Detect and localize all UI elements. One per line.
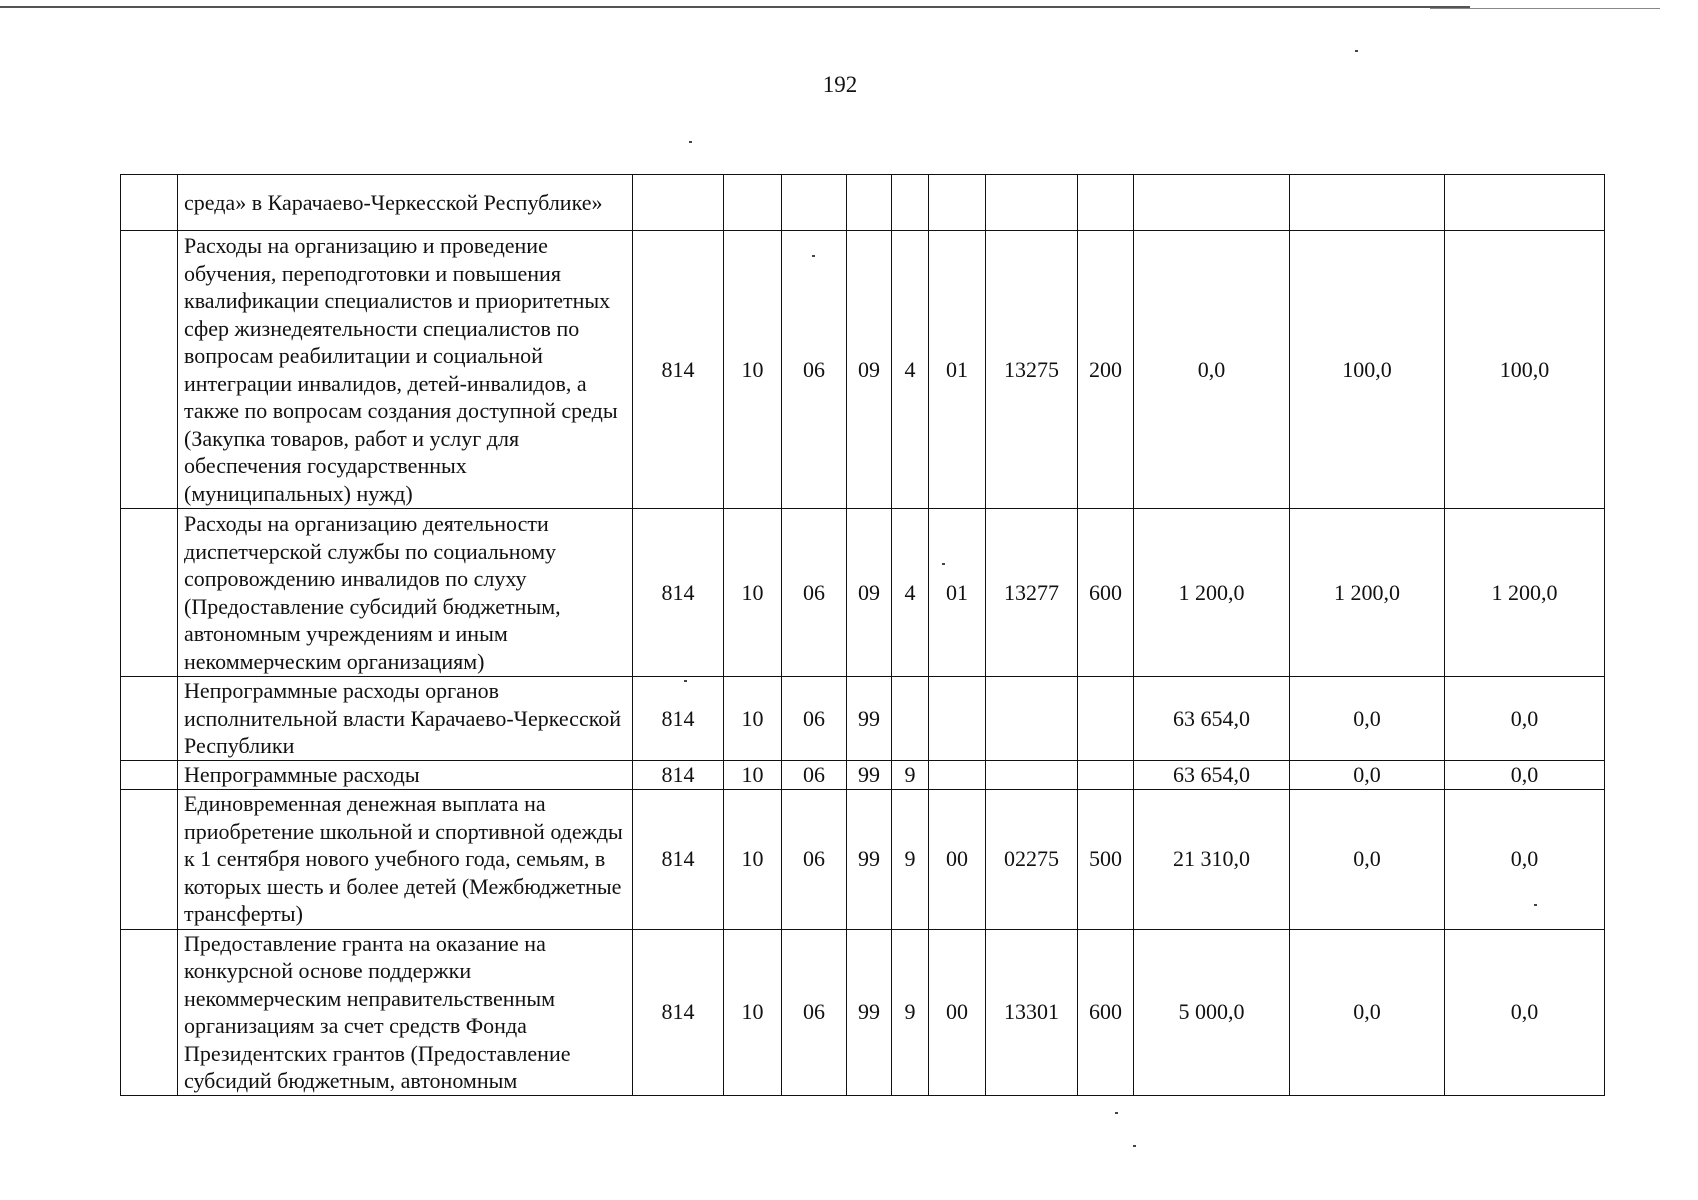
pr-code-cell: 06	[782, 509, 847, 677]
program-code-cell: 09	[847, 231, 892, 509]
amount-year-3-cell: 100,0	[1445, 231, 1605, 509]
direction-code-cell	[986, 761, 1078, 790]
amount-year-3-cell: 0,0	[1445, 789, 1605, 929]
row-number-cell	[121, 929, 178, 1095]
program-code-cell	[847, 175, 892, 231]
table-row	[121, 231, 1605, 509]
amount-year-2-cell: 0,0	[1290, 789, 1445, 929]
amount-year-1-cell	[1134, 175, 1290, 231]
main-event-code-cell	[929, 677, 986, 761]
expense-type-cell: 500	[1078, 789, 1134, 929]
rz-code-cell: 10	[724, 761, 782, 790]
description-cell: Предоставление гранта на оказание на конкурсной основе поддержки некоммерческим неправительственным организациям за счет средств Фонда Президентских грантов (Предоставление субсидий бюджетным, автономным	[178, 929, 633, 1095]
pr-code-cell: 06	[782, 789, 847, 929]
table-row	[121, 677, 1605, 761]
description-cell: Единовременная денежная выплата на приобретение школьной и спортивной одежды к 1 сентября нового учебного года, семьям, в которых шесть и более детей (Межбюджетные трансферты)	[178, 789, 633, 929]
row-number-cell	[121, 677, 178, 761]
expense-type-cell	[1078, 677, 1134, 761]
program-code-cell: 99	[847, 929, 892, 1095]
scan-speck	[1115, 1112, 1118, 1114]
gr-code-cell: 814	[633, 761, 724, 790]
rz-code-cell	[724, 175, 782, 231]
page-number: 192	[822, 72, 858, 97]
table-body	[121, 175, 1605, 1096]
amount-year-3-cell	[1445, 175, 1605, 231]
scan-speck	[1355, 50, 1358, 52]
expense-type-cell	[1078, 175, 1134, 231]
amount-year-2-cell: 0,0	[1290, 929, 1445, 1095]
pr-code-cell	[782, 175, 847, 231]
row-number-cell	[121, 175, 178, 231]
subprogram-code-cell: 4	[892, 231, 929, 509]
scan-speck	[1133, 1145, 1136, 1147]
expense-type-cell: 600	[1078, 509, 1134, 677]
direction-code-cell: 13301	[986, 929, 1078, 1095]
row-number-cell	[121, 761, 178, 790]
amount-year-2-cell: 100,0	[1290, 231, 1445, 509]
amount-year-1-cell: 0,0	[1134, 231, 1290, 509]
budget-expenditure-table	[120, 174, 1605, 1096]
gr-code-cell: 814	[633, 509, 724, 677]
amount-year-2-cell: 0,0	[1290, 677, 1445, 761]
description-cell: Расходы на организацию деятельности диспетчерской службы по социальному сопровождению инвалидов по слуху (Предоставление субсидий бюджетным, автономным учреждениям и иным некоммерческим организациям)	[178, 509, 633, 677]
main-event-code-cell: 01	[929, 509, 986, 677]
amount-year-1-cell: 1 200,0	[1134, 509, 1290, 677]
main-event-code-cell	[929, 175, 986, 231]
direction-code-cell: 02275	[986, 789, 1078, 929]
program-code-cell: 99	[847, 761, 892, 790]
program-code-cell: 09	[847, 509, 892, 677]
rz-code-cell: 10	[724, 509, 782, 677]
expense-type-cell: 200	[1078, 231, 1134, 509]
table-row	[121, 929, 1605, 1095]
gr-code-cell: 814	[633, 231, 724, 509]
amount-year-3-cell: 0,0	[1445, 929, 1605, 1095]
gr-code-cell: 814	[633, 677, 724, 761]
description-cell: среда» в Карачаево-Черкесской Республике»	[178, 175, 633, 231]
top-border-line-thin	[1430, 8, 1660, 9]
rz-code-cell: 10	[724, 231, 782, 509]
rz-code-cell: 10	[724, 929, 782, 1095]
pr-code-cell: 06	[782, 761, 847, 790]
pr-code-cell: 06	[782, 929, 847, 1095]
program-code-cell: 99	[847, 789, 892, 929]
subprogram-code-cell	[892, 175, 929, 231]
amount-year-1-cell: 63 654,0	[1134, 761, 1290, 790]
table-row	[121, 761, 1605, 790]
program-code-cell: 99	[847, 677, 892, 761]
pr-code-cell: 06	[782, 231, 847, 509]
row-number-cell	[121, 789, 178, 929]
main-event-code-cell	[929, 761, 986, 790]
description-cell: Непрограммные расходы органов исполнительной власти Карачаево-Черкесской Республики	[178, 677, 633, 761]
main-event-code-cell: 00	[929, 929, 986, 1095]
subprogram-code-cell	[892, 677, 929, 761]
subprogram-code-cell: 9	[892, 929, 929, 1095]
rz-code-cell: 10	[724, 789, 782, 929]
scan-speck	[689, 141, 692, 143]
rz-code-cell: 10	[724, 677, 782, 761]
gr-code-cell: 814	[633, 789, 724, 929]
direction-code-cell: 13275	[986, 231, 1078, 509]
table-row	[121, 789, 1605, 929]
amount-year-1-cell: 21 310,0	[1134, 789, 1290, 929]
direction-code-cell	[986, 175, 1078, 231]
amount-year-2-cell: 1 200,0	[1290, 509, 1445, 677]
row-number-cell	[121, 509, 178, 677]
amount-year-1-cell: 63 654,0	[1134, 677, 1290, 761]
subprogram-code-cell: 9	[892, 789, 929, 929]
row-number-cell	[121, 231, 178, 509]
expense-type-cell: 600	[1078, 929, 1134, 1095]
amount-year-3-cell: 1 200,0	[1445, 509, 1605, 677]
direction-code-cell: 13277	[986, 509, 1078, 677]
amount-year-2-cell: 0,0	[1290, 761, 1445, 790]
table-row	[121, 509, 1605, 677]
main-event-code-cell: 01	[929, 231, 986, 509]
gr-code-cell: 814	[633, 929, 724, 1095]
description-cell: Расходы на организацию и проведение обучения, переподготовки и повышения квалификации специалистов и приоритетных сфер жизнедеятельности специалистов по вопросам реабилитации и социальной интеграции инвалидов, детей-инвалидов, а также по вопросам создания доступной среды (Закупка товаров, работ и услуг для обеспечения государственных (муниципальных) нужд)	[178, 231, 633, 509]
pr-code-cell: 06	[782, 677, 847, 761]
expense-type-cell	[1078, 761, 1134, 790]
description-cell: Непрограммные расходы	[178, 761, 633, 790]
amount-year-2-cell	[1290, 175, 1445, 231]
subprogram-code-cell: 4	[892, 509, 929, 677]
amount-year-3-cell: 0,0	[1445, 761, 1605, 790]
subprogram-code-cell: 9	[892, 761, 929, 790]
table-row	[121, 175, 1605, 231]
amount-year-3-cell: 0,0	[1445, 677, 1605, 761]
top-border-line	[0, 6, 1470, 8]
direction-code-cell	[986, 677, 1078, 761]
amount-year-1-cell: 5 000,0	[1134, 929, 1290, 1095]
main-event-code-cell: 00	[929, 789, 986, 929]
gr-code-cell	[633, 175, 724, 231]
